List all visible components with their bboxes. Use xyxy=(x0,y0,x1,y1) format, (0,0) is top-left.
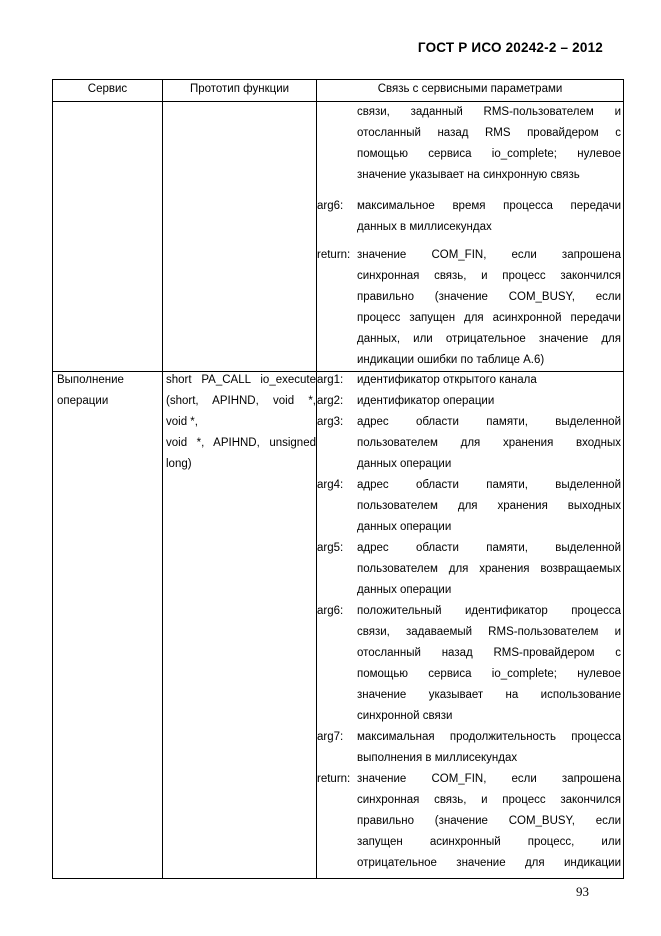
document-header: ГОСТ Р ИСО 20242-2 – 2012 xyxy=(417,40,603,55)
param-label: arg5: xyxy=(317,542,344,554)
param-description: положительный идентификатор процесса связи, задаваемый RMS-пользователем и отосланный назад RMS-провайдером с помощью сервиса io_complete; нулевое значение указывает на использование синхронной связи xyxy=(357,605,621,722)
param-description: идентификатор операции xyxy=(357,395,495,407)
param-label: arg6: xyxy=(317,200,344,212)
param-description: максимальное время процесса передачи данных в миллисекундах xyxy=(357,200,621,233)
param-description: адрес области памяти, выделенной пользователем для хранения выходных данных операции xyxy=(357,479,621,533)
service-name: Выполнение операции xyxy=(57,374,124,407)
param-description: идентификатор открытого канала xyxy=(357,374,537,386)
column-header-params: Связь с сервисными параметрами xyxy=(377,83,563,95)
function-prototype: short PA_CALL io_execute (short, APIHND, void *, void *, void *, APIHND, unsigned long) xyxy=(166,374,316,470)
column-divider xyxy=(162,80,163,878)
return-description: значение COM_FIN, если запрошена синхронная связь, и процесс закончился правильно (значение COM_BUSY, если запущен асинхронный процесс, или отрицательное значение для индикации xyxy=(357,773,621,869)
return-label: return: xyxy=(317,773,351,785)
return-description: значение COM_FIN, если запрошена синхронная связь, и процесс закончился правильно (значение COM_BUSY, если процесс запущен для асинхронной передачи данных, или отрицательное значение для индикации ошибки по таблице А.6) xyxy=(357,249,621,366)
column-header-service: Сервис xyxy=(87,83,128,95)
column-header-prototype: Прототип функции xyxy=(189,83,290,95)
param-label: arg2: xyxy=(317,395,344,407)
param-description: адрес области памяти, выделенной пользователем для хранения возвращаемых данных операции xyxy=(357,542,621,596)
continued-description: связи, заданный RMS-пользователем и отосланный назад RMS провайдером с помощью сервиса io_complete; нулевое значение указывает на синхронную связь xyxy=(357,106,621,181)
param-description: максимальная продолжительность процесса выполнения в миллисекундах xyxy=(357,731,621,764)
service-table xyxy=(52,79,624,879)
param-label: arg4: xyxy=(317,479,344,491)
param-label: arg7: xyxy=(317,731,344,743)
param-label: arg3: xyxy=(317,416,344,428)
page-number: 93 xyxy=(576,884,589,899)
return-label: return: xyxy=(317,249,351,261)
param-description: адрес области памяти, выделенной пользователем для хранения входных данных операции xyxy=(357,416,621,470)
param-label: arg1: xyxy=(317,374,344,386)
param-label: arg6: xyxy=(317,605,344,617)
